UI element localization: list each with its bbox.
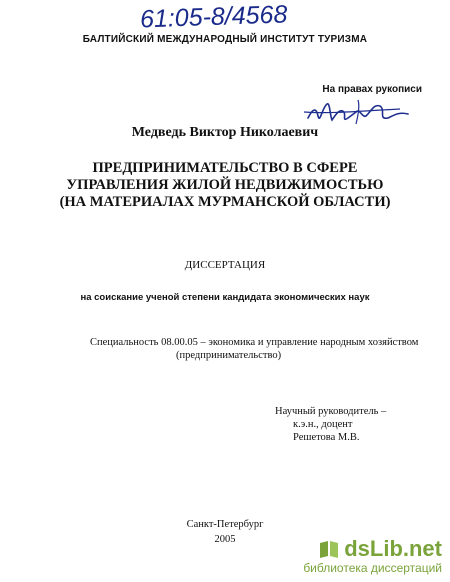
specialty-line: Специальность 08.00.05 – экономика и управление народным хозяйством (90, 337, 419, 348)
book-icon (318, 538, 340, 560)
year: 2005 (214, 534, 236, 545)
supervisor-role: Научный руководитель – (275, 406, 387, 417)
manuscript-rights-note: На правах рукописи (322, 84, 422, 95)
supervisor-name: Решетова М.В. (293, 432, 360, 443)
watermark-subtitle: библиотека диссертаций (303, 561, 442, 575)
dissertation-title (0, 160, 450, 211)
degree-statement: на соискание ученой степени кандидата экономических наук (80, 292, 370, 303)
institute-name: БАЛТИЙСКИЙ МЕЖДУНАРОДНЫЙ ИНСТИТУТ ТУРИЗМА (82, 34, 368, 45)
city: Санкт-Петербург (186, 519, 264, 530)
dslib-watermark[interactable] (282, 538, 442, 575)
title-line: УПРАВЛЕНИЯ ЖИЛОЙ НЕДВИЖИМОСТЬЮ (66, 177, 384, 193)
archive-number-stamp: 61:05-8/4568 (139, 0, 288, 34)
supervisor-degree: к.э.н., доцент (293, 419, 353, 430)
author-name: Медведь Виктор Николаевич (131, 125, 319, 140)
document-type: ДИССЕРТАЦИЯ (184, 259, 266, 271)
specialty-subline: (предпринимательство) (176, 350, 282, 361)
title-line: ПРЕДПРИНИМАТЕЛЬСТВО В СФЕРЕ (92, 160, 358, 176)
title-line: (НА МАТЕРИАЛАХ МУРМАНСКОЙ ОБЛАСТИ) (59, 194, 391, 210)
watermark-logo: dsLib.net (344, 536, 442, 561)
supervisor-block (275, 405, 445, 444)
specialty-block (90, 336, 420, 362)
